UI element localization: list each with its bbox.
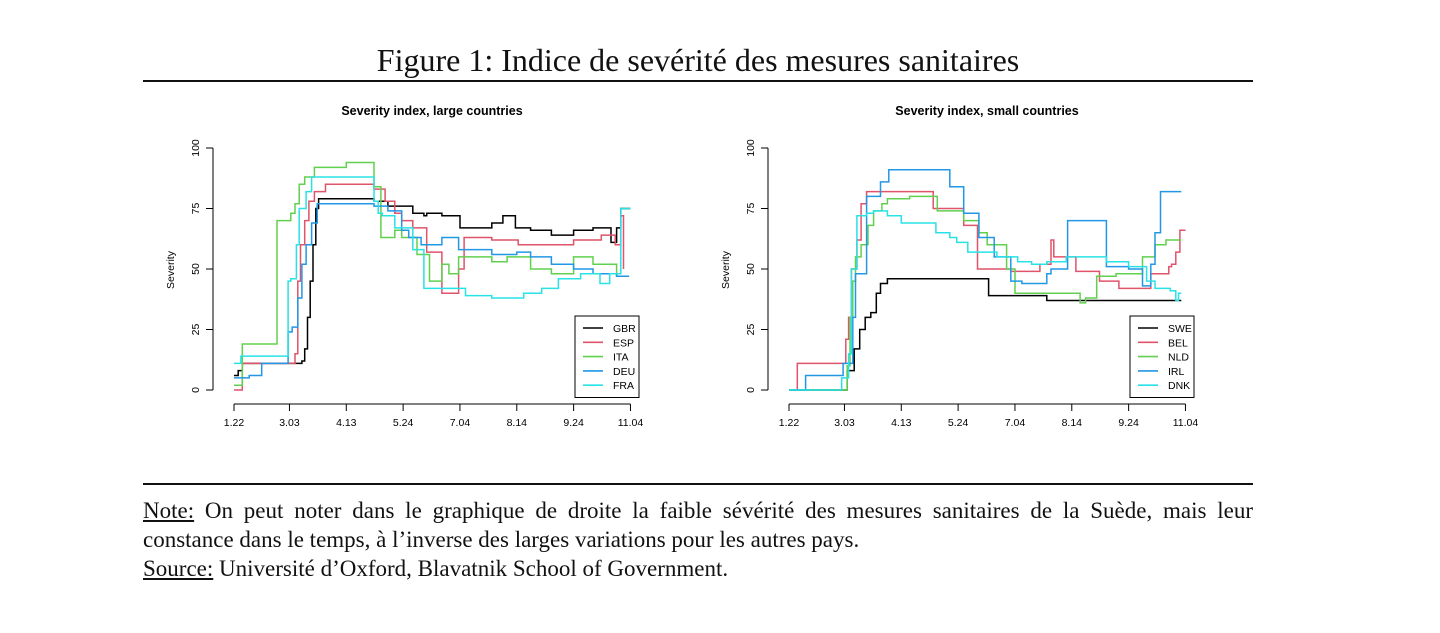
y-tick-label: 0 [190, 387, 202, 393]
series-line-ita [234, 163, 629, 386]
x-tick-label: 4.13 [891, 417, 912, 429]
y-tick-label: 75 [190, 202, 202, 215]
legend-label-deu: DEU [613, 365, 636, 378]
legend-label-dnk: DNK [1168, 380, 1191, 393]
series-line-irl [789, 170, 1181, 390]
legend-label-gbr: GBR [613, 323, 636, 335]
note-text: On peut noter dans le graphique de droite la faible sévérité des mesures sanitaires de la Suède, mais leur constance dans le temps, à l’inverse des larges variations pour les autres pays. [143, 498, 1253, 552]
y-tick-label: 100 [745, 139, 757, 157]
y-tick-label: 100 [190, 139, 202, 157]
x-tick-label: 11.04 [617, 417, 644, 429]
series-line-deu [234, 204, 629, 378]
y-tick-label: 75 [745, 202, 757, 215]
chart-large-countries [150, 88, 710, 468]
series-line-fra [234, 177, 631, 363]
x-tick-label: 3.03 [834, 417, 855, 429]
x-tick-label: 8.14 [506, 417, 528, 429]
x-tick-label: 8.14 [1061, 417, 1083, 429]
legend-label-fra: FRA [613, 380, 634, 393]
legend-label-swe: SWE [1168, 323, 1192, 335]
y-tick-label: 25 [745, 323, 757, 336]
x-tick-label: 9.24 [1118, 417, 1139, 429]
legend-label-ita: ITA [613, 351, 629, 364]
legend-label-bel: BEL [1168, 337, 1188, 350]
chart-small-countries [705, 88, 1265, 468]
y-tick-label: 25 [190, 323, 202, 336]
x-tick-label: 4.13 [336, 417, 357, 429]
y-axis-label: Severity [165, 251, 177, 289]
legend-label-irl: IRL [1168, 365, 1185, 378]
figure-note [143, 496, 1253, 583]
chart-panel-large-countries [150, 88, 710, 468]
source-text: Université d’Oxford, Blavatnik School of Government. [213, 556, 729, 581]
y-axis-label: Severity [720, 251, 732, 289]
series-line-gbr [234, 199, 631, 376]
bottom-rule [143, 483, 1253, 485]
chart-title: Severity index, large countries [341, 104, 523, 118]
figure-title: Figure 1: Indice de sevérité des mesures sanitaires [376, 42, 1020, 78]
chart-title: Severity index, small countries [895, 104, 1079, 118]
source-label: Source: [143, 556, 214, 581]
x-tick-label: 7.04 [1004, 417, 1026, 429]
source-paragraph [143, 554, 1253, 583]
note-paragraph [143, 496, 1253, 554]
series-line-esp [234, 184, 624, 390]
x-tick-label: 11.04 [1172, 417, 1199, 429]
legend-label-esp: ESP [613, 337, 635, 350]
chart-panel-small-countries [705, 88, 1265, 468]
x-tick-label: 1.22 [223, 417, 245, 429]
x-tick-label: 3.03 [279, 417, 300, 429]
x-tick-label: 1.22 [778, 417, 800, 429]
x-tick-label: 9.24 [563, 417, 584, 429]
top-rule [143, 80, 1253, 82]
legend-label-nld: NLD [1168, 351, 1190, 364]
y-tick-label: 50 [745, 263, 757, 275]
x-tick-label: 7.04 [449, 417, 471, 429]
x-tick-label: 5.24 [947, 417, 969, 429]
y-tick-label: 0 [745, 387, 757, 393]
y-tick-label: 50 [190, 263, 202, 275]
note-label: Note: [143, 498, 195, 523]
x-tick-label: 5.24 [392, 417, 414, 429]
series-line-nld [789, 196, 1181, 390]
